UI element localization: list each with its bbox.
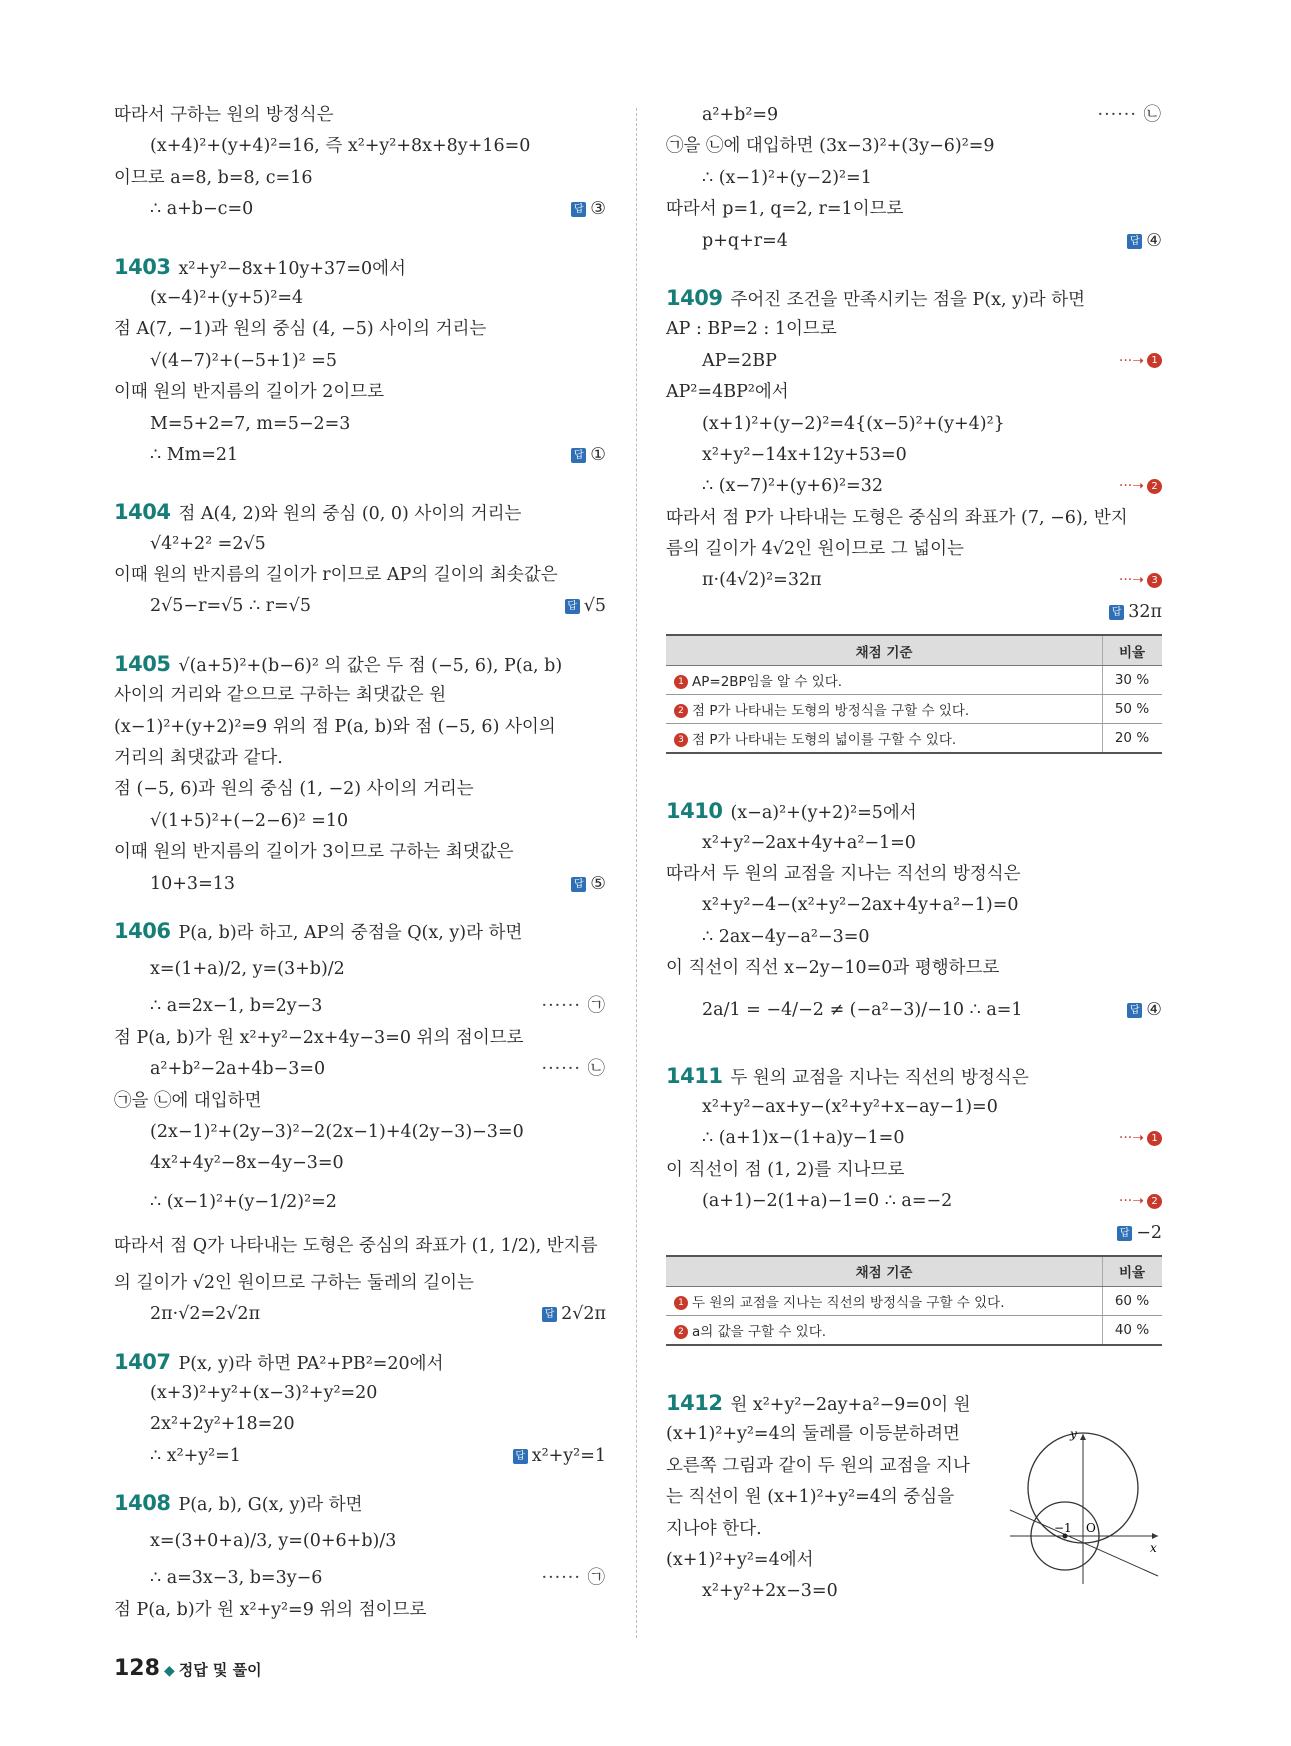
equation: √(4−7)²+(−5+1)² =5 — [150, 350, 338, 371]
text-line: 따라서 구하는 원의 방정식은 — [114, 105, 334, 125]
equation: 10+3=13 답 ⑤ — [114, 869, 606, 900]
page-footer — [114, 1656, 262, 1681]
problem-1407: 1407 P(x, y)라 하면 PA²+PB²=20에서 — [114, 1349, 444, 1374]
text-line: AP : BP=2 : 1이므로 — [666, 319, 837, 340]
step-number-icon: 1 — [1147, 1131, 1162, 1146]
text-line: 이때 원의 반지름의 길이가 r이므로 AP의 길이의 최솟값은 — [114, 565, 558, 586]
problem-number: 1407 — [114, 1349, 171, 1374]
y-axis-arrow — [1080, 1434, 1086, 1440]
equation: ∴ (x−1)²+(y−2)²=1 — [702, 167, 872, 188]
step-marker: ···➝ 2 — [1119, 471, 1162, 502]
grading-table — [666, 1255, 1162, 1346]
step-number-icon: 2 — [1147, 479, 1162, 494]
answer-mark: 답 ① — [571, 440, 606, 471]
left-column — [114, 100, 606, 1626]
answer-mark: 답 32π — [1109, 597, 1162, 628]
equation: ∴ 2ax−4y−a²−3=0 — [702, 926, 870, 947]
answer-icon: 답 — [513, 1449, 528, 1464]
equation: ∴ a+b−c=0 답 ③ — [114, 194, 606, 225]
step-number-icon: 3 — [674, 733, 688, 747]
equation: x²+y²−2ax+4y+a²−1=0 — [702, 832, 916, 853]
answer-icon: 답 — [565, 599, 580, 614]
answer-mark: 답 2√2π — [542, 1299, 606, 1330]
text-line: (x+1)²+y²=4의 둘레를 이등분하려면 — [666, 1424, 960, 1445]
answer-mark: 답 x²+y²=1 — [513, 1441, 606, 1472]
answer-icon: 답 — [1127, 1003, 1142, 1018]
text-line: 사이의 거리와 같으므로 구하는 최댓값은 원 — [114, 685, 447, 706]
equation: 2π·√2=2√2π 답 2√2π — [114, 1299, 606, 1330]
step-number-icon: 2 — [1147, 1194, 1162, 1209]
problem-number: 1410 — [666, 799, 723, 824]
problem-number: 1404 — [114, 500, 171, 525]
equation: a²+b²=9 ······ ㉡ — [666, 100, 1162, 131]
step-number-icon: 2 — [674, 1325, 688, 1339]
text-line: 점 P(a, b)가 원 x²+y²=9 위의 점이므로 — [114, 1599, 427, 1620]
equation: (2x−1)²+(2y−3)²−2(2x−1)+4(2y−3)−3=0 — [150, 1121, 524, 1142]
text-line: 이때 원의 반지름의 길이가 2이므로 — [114, 382, 385, 403]
step-number-icon: 1 — [1147, 353, 1162, 368]
text-line: 이므로 a=8, b=8, c=16 — [114, 167, 313, 188]
step-number-icon: 3 — [1147, 573, 1162, 588]
equation: (x+4)²+(y+4)²=16, 즉 x²+y²+8x+8y+16=0 — [150, 136, 531, 157]
problem-number: 1408 — [114, 1491, 171, 1516]
problem-1412: 1412 원 x²+y²−2ay+a²−9=0이 원 — [666, 1390, 971, 1415]
origin-label: O — [1086, 1521, 1096, 1535]
table-header: 비율 — [1103, 1256, 1163, 1287]
answer-icon: 답 — [1127, 234, 1142, 249]
text-line: 점 A(7, −1)과 원의 중심 (4, −5) 사이의 거리는 — [114, 319, 487, 340]
equation: x²+y²−ax+y−(x²+y²+x−ay−1)=0 — [702, 1096, 998, 1117]
diamond-icon: ◆ — [163, 1663, 175, 1679]
answer-mark: 답 √5 — [565, 591, 606, 622]
label-tag: ······ ㉡ — [1097, 105, 1162, 125]
equation: 2a/1 = −4/−2 ≠ (−a²−3)/−10 ∴ a=1 답 ④ — [666, 985, 1162, 1035]
equation: x=(1+a)/2, y=(3+b)/2 — [150, 959, 345, 980]
equation: x²+y²−14x+12y+53=0 — [702, 444, 907, 465]
table-row: 2 a의 값을 구할 수 있다. 40 % — [666, 1315, 1162, 1345]
answer-mark: 답 ④ — [1127, 985, 1162, 1035]
text-line: 이때 원의 반지름의 길이가 3이므로 구하는 최댓값은 — [114, 842, 514, 863]
x-label: x — [1150, 1541, 1157, 1555]
problem-number: 1409 — [666, 285, 723, 310]
answer-icon: 답 — [1117, 1226, 1132, 1241]
label-tag: ······ ㉡ — [541, 1059, 606, 1080]
step-marker: ···➝ 2 — [1119, 1186, 1162, 1217]
equation: ∴ a=3x−3, b=3y−6 ······ ㉠ — [114, 1563, 606, 1594]
text-line: ㉠을 ㉡에 대입하면 (3x−3)²+(3y−6)²=9 — [666, 136, 995, 157]
problem-1406: 1406 P(a, b)라 하고, AP의 중점을 Q(x, y)라 하면 — [114, 918, 523, 943]
text-line: 따라서 p=1, q=2, r=1이므로 — [666, 199, 904, 220]
text-line: 이 직선이 점 (1, 2)를 지나므로 — [666, 1159, 905, 1180]
equation: ∴ x²+y²=1 답 x²+y²=1 — [114, 1441, 606, 1472]
text-line: 지나야 한다. — [666, 1518, 762, 1539]
neg1-label: −1 — [1054, 1521, 1072, 1535]
step-number-icon: 1 — [674, 675, 688, 689]
answer-icon: 답 — [542, 1307, 557, 1322]
equation: 2√5−r=√5 ∴ r=√5 답 √5 — [114, 591, 606, 622]
problem-number: 1403 — [114, 254, 171, 279]
equation: ∴ Mm=21 답 ① — [114, 440, 606, 471]
answer-line — [666, 597, 1162, 628]
text-line: 이 직선이 직선 x−2y−10=0과 평행하므로 — [666, 958, 1000, 979]
step-marker: ···➝ 1 — [1119, 1123, 1162, 1154]
label-tag: ······ ㉠ — [541, 996, 606, 1017]
equation: √(1+5)²+(−2−6)² =10 — [150, 810, 349, 831]
equation: √4²+2² =2√5 — [150, 533, 266, 554]
equation: 4x²+4y²−8x−4y−3=0 — [150, 1153, 344, 1174]
text-line: 오른쪽 그림과 같이 두 원의 교점을 지나 — [666, 1455, 970, 1476]
equation: (x+3)²+y²+(x−3)²+y²=20 — [150, 1382, 378, 1403]
answer-mark: 답 ④ — [1127, 226, 1162, 257]
column-divider — [636, 108, 637, 1638]
equation: x²+y²−4−(x²+y²−2ax+4y+a²−1)=0 — [702, 895, 1019, 916]
label-tag: ······ ㉠ — [541, 1568, 606, 1589]
answer-icon: 답 — [1109, 605, 1124, 620]
equation: ∴ a=2x−1, b=2y−3 ······ ㉠ — [114, 991, 606, 1022]
problem-1410: 1410 (x−a)²+(y+2)²=5에서 — [666, 799, 917, 824]
problem-number: 1412 — [666, 1390, 723, 1415]
answer-mark: 답 ③ — [571, 194, 606, 225]
equation: ∴ (x−1)²+(y−1/2)²=2 — [150, 1191, 337, 1212]
step-number-icon: 1 — [674, 1296, 688, 1310]
table-row: 1 AP=2BP임을 알 수 있다. 30 % — [666, 666, 1162, 695]
equation: x=(3+0+a)/3, y=(0+6+b)/3 — [150, 1531, 397, 1552]
text-line: (x+1)²+y²=4에서 — [666, 1549, 814, 1570]
table-row: 3 점 P가 나타내는 도형의 넓이를 구할 수 있다. 20 % — [666, 724, 1162, 754]
answer-mark: 답 ⑤ — [571, 869, 606, 900]
answer-line — [666, 1218, 1162, 1249]
text-line: 거리의 최댓값과 같다. — [114, 748, 283, 769]
y-label: y — [1070, 1427, 1077, 1441]
equation: ∴ (x−7)²+(y+6)²=32 ···➝ 2 — [666, 471, 1162, 502]
x-axis-arrow — [1152, 1533, 1158, 1539]
problem-1411: 1411 두 원의 교점을 지나는 직선의 방정식은 — [666, 1063, 1029, 1088]
problem-number: 1405 — [114, 651, 171, 676]
text-line: 는 직선이 원 (x+1)²+y²=4의 중심을 — [666, 1487, 955, 1508]
right-column — [666, 100, 1162, 1608]
text-line: 름의 길이가 4√2인 원이므로 그 넓이는 — [666, 539, 964, 560]
step-marker: ···➝ 1 — [1119, 346, 1162, 377]
text-line: 따라서 두 원의 교점을 지나는 직선의 방정식은 — [666, 864, 1021, 885]
text-line: 점 P(a, b)가 원 x²+y²−2x+4y−3=0 위의 점이므로 — [114, 1027, 524, 1048]
page-number: 128 — [114, 1656, 160, 1681]
equation: AP=2BP ···➝ 1 — [666, 346, 1162, 377]
equation: ∴ (a+1)x−(1+a)y−1=0 ···➝ 1 — [666, 1123, 1162, 1154]
answer-mark: 답 −2 — [1117, 1218, 1162, 1249]
equation: a²+b²−2a+4b−3=0 ······ ㉡ — [114, 1054, 606, 1085]
text-line: 점 (−5, 6)과 원의 중심 (1, −2) 사이의 거리는 — [114, 779, 474, 800]
equation: p+q+r=4 답 ④ — [666, 226, 1162, 257]
equation: x²+y²+2x−3=0 — [702, 1581, 838, 1602]
table-row: 2 점 P가 나타내는 도형의 방정식을 구할 수 있다. 50 % — [666, 695, 1162, 724]
text-line: 따라서 점 P가 나타내는 도형은 중심의 좌표가 (7, −6), 반지 — [666, 507, 1128, 528]
problem-number: 1411 — [666, 1063, 723, 1088]
problem-number: 1406 — [114, 918, 171, 943]
equation: (x−4)²+(y+5)²=4 — [150, 287, 304, 308]
table-row: 1 두 원의 교점을 지나는 직선의 방정식을 구할 수 있다. 60 % — [666, 1286, 1162, 1315]
answer-icon: 답 — [571, 202, 586, 217]
equation: 2x²+2y²+18=20 — [150, 1414, 295, 1435]
answer-icon: 답 — [571, 877, 586, 892]
problem-1405: 1405 √(a+5)²+(b−6)² 의 값은 두 점 (−5, 6), P(a, b) — [114, 651, 563, 676]
equation: (x+1)²+(y−2)²=4{(x−5)²+(y+4)²} — [702, 413, 1005, 434]
text-line: 의 길이가 √2인 원이므로 구하는 둘레의 길이는 — [114, 1272, 474, 1293]
answer-icon: 답 — [571, 448, 586, 463]
grading-table — [666, 634, 1162, 754]
circles-figure — [1008, 1426, 1162, 1586]
equation: π·(4√2)²=32π ···➝ 3 — [666, 565, 1162, 596]
table-header: 채점 기준 — [666, 1256, 1103, 1287]
equation: M=5+2=7, m=5−2=3 — [150, 413, 351, 434]
problem-1409: 1409 주어진 조건을 만족시키는 점을 P(x, y)라 하면 — [666, 285, 1086, 310]
problem-1403: 1403 x²+y²−8x+10y+37=0에서 — [114, 254, 406, 279]
step-number-icon: 2 — [674, 704, 688, 718]
text-line: AP²=4BP²에서 — [666, 382, 789, 403]
step-marker: ···➝ 3 — [1119, 565, 1162, 596]
text-line: 따라서 점 Q가 나타내는 도형은 중심의 좌표가 (1, 1/2), 반지름 — [114, 1235, 598, 1256]
problem-1404: 1404 점 A(4, 2)와 원의 중심 (0, 0) 사이의 거리는 — [114, 500, 522, 525]
equation: (a+1)−2(1+a)−1=0 ∴ a=−2 ···➝ 2 — [666, 1186, 1162, 1217]
table-header: 비율 — [1103, 635, 1163, 666]
text-line: ㉠을 ㉡에 대입하면 — [114, 1090, 262, 1111]
footer-title: 정답 및 풀이 — [178, 1661, 262, 1679]
problem-1408: 1408 P(a, b), G(x, y)라 하면 — [114, 1491, 363, 1516]
table-header: 채점 기준 — [666, 635, 1103, 666]
text-line: (x−1)²+(y+2)²=9 위의 점 P(a, b)와 점 (−5, 6) 사이의 — [114, 716, 556, 737]
